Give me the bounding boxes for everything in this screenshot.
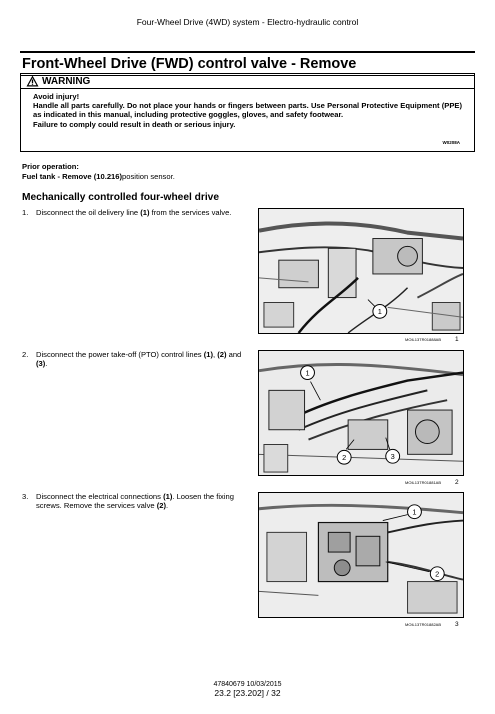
callout-ref: (2) — [156, 501, 166, 511]
callout-ref: (2) — [217, 350, 227, 359]
warning-code: W0208A — [442, 140, 460, 145]
figure-reference: MOIL13TR01882AB — [405, 622, 442, 627]
running-header: Four-Wheel Drive (4WD) system - Electro-hydraulic control — [136, 17, 359, 27]
warning-box — [20, 73, 475, 152]
warning-body — [21, 89, 474, 129]
prior-operation-suffix: position sensor. — [122, 172, 175, 181]
figure-number: 2 — [455, 479, 459, 486]
callout-label: 1 — [412, 507, 417, 517]
warning-header — [21, 74, 474, 89]
step-text: Disconnect the electrical connections (1). Loosen the fixing screws. Remove the services valve (2). — [36, 492, 234, 511]
page-footer — [0, 680, 495, 698]
figure-reference: MOIL13TR01888AB — [405, 337, 442, 342]
callout-ref: (1) — [163, 492, 173, 501]
step-number: 2. — [22, 350, 29, 359]
step-item — [22, 208, 244, 217]
step-number: 3. — [22, 492, 29, 501]
step-text: Disconnect the oil delivery line (1) from the services valve. — [36, 208, 232, 217]
step-item — [22, 350, 244, 369]
section-heading: Mechanically controlled four-wheel drive — [22, 192, 220, 203]
warning-line: Avoid injury! — [33, 92, 80, 101]
callout-label: 2 — [435, 569, 440, 579]
warning-triangle-icon — [26, 75, 39, 87]
figure-image — [258, 208, 464, 334]
prior-operation-link[interactable]: Fuel tank - Remove (10.216) — [22, 172, 123, 181]
figure-reference: MOIL13TR01881AB — [405, 480, 442, 485]
callout-ref: (1) — [203, 350, 213, 359]
step-item — [22, 492, 244, 511]
callout-label: 1 — [377, 307, 382, 317]
figure-number: 3 — [455, 621, 459, 628]
step-text: Disconnect the power take-off (PTO) control lines (1), (2) and (3). — [36, 350, 242, 369]
callout-ref: (3) — [36, 359, 46, 369]
warning-title: WARNING — [42, 75, 91, 87]
footer-page-line: 23.2 [23.202] / 32 — [214, 688, 281, 698]
step-number: 1. — [22, 208, 29, 217]
callout-ref: (1) — [140, 208, 150, 217]
callout-label: 3 — [390, 452, 395, 462]
callout-label: 2 — [342, 453, 347, 463]
prior-operation — [22, 162, 175, 182]
callout-label: 1 — [305, 368, 310, 378]
footer-doc-line: 47840679 10/03/2015 — [213, 681, 282, 688]
page-title: Front-Wheel Drive (FWD) control valve - Remove — [20, 51, 475, 76]
warning-line: Failure to comply could result in death or serious injury. — [33, 119, 236, 129]
figure-number: 1 — [455, 336, 459, 343]
figure-image — [258, 350, 464, 476]
figure-image — [258, 492, 464, 618]
warning-line: Handle all parts carefully. Do not place your hands or fingers between parts. Use Personal Protective Equipment (PPE) as indicated in this manual, including protective goggles, gloves, and safety footwear. — [33, 101, 462, 120]
prior-operation-label: Prior operation: — [22, 162, 79, 171]
